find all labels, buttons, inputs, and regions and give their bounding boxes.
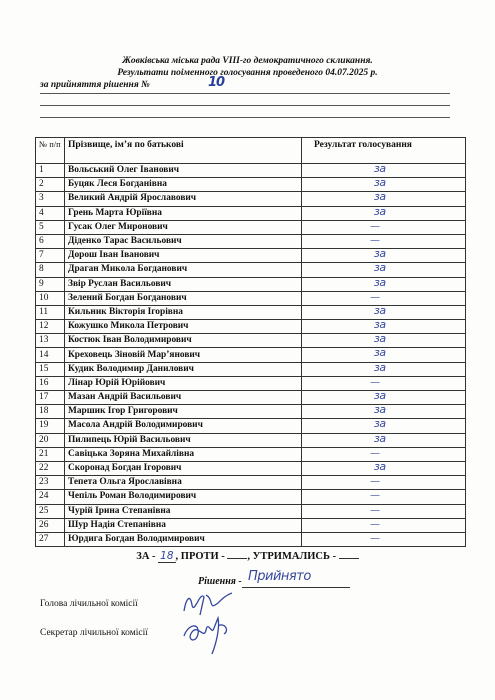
chair-label: Голова лічильної комісії (40, 599, 138, 609)
deputy-name: Скоронад Богдан Ігорович (65, 461, 302, 475)
vote-cell (302, 532, 466, 546)
vote-mark: за (374, 162, 386, 175)
vote-mark: — (370, 234, 380, 246)
decision-line (40, 75, 225, 90)
deputy-name: Мазан Андрій Васильович (65, 391, 302, 405)
deputy-name: Масола Андрій Володимирович (65, 419, 302, 433)
deputy-name: Чурій Ірина Степанівна (65, 504, 302, 518)
vote-mark: за (374, 459, 386, 473)
vote-mark: за (374, 247, 386, 261)
divider-line (40, 93, 450, 94)
table-row (36, 164, 466, 178)
table-row (36, 433, 466, 447)
vote-mark: — (370, 532, 380, 544)
deputy-name: Пилипець Юрій Васильович (65, 433, 302, 447)
row-number: 9 (36, 277, 65, 291)
za-label: ЗА - (136, 551, 156, 562)
table-row (36, 518, 466, 532)
table-row (36, 277, 466, 291)
vote-mark: за (374, 176, 386, 190)
row-number: 1 (36, 164, 65, 178)
vote-mark: за (374, 261, 386, 275)
table-row (36, 490, 466, 504)
deputy-name: Костюк Іван Володимирович (65, 334, 302, 348)
row-number: 10 (36, 291, 65, 305)
secretary-label: Секретар лічильної комісії (40, 628, 148, 638)
vote-cell (302, 277, 466, 291)
table-row (36, 419, 466, 433)
voting-title: Результати поіменного голосування проведеного 04.07.2025 р. (117, 68, 378, 78)
table-row (36, 192, 466, 206)
table-row (36, 348, 466, 362)
row-number: 23 (36, 476, 65, 490)
table-row (36, 291, 466, 305)
decision-number: 10 (208, 75, 225, 90)
decision-prefix: за прийняття рішення № (40, 80, 150, 90)
row-number: 20 (36, 433, 65, 447)
row-number: 16 (36, 376, 65, 390)
row-number: 24 (36, 490, 65, 504)
table-header-row (36, 138, 466, 164)
table-row (36, 263, 466, 277)
table-row (36, 447, 466, 461)
voting-table (35, 137, 466, 547)
table-row (36, 391, 466, 405)
secretary-signature (178, 610, 248, 658)
row-number: 18 (36, 405, 65, 419)
utrymalys-blank (339, 549, 359, 559)
table-row (36, 405, 466, 419)
vote-mark: — (370, 291, 380, 303)
deputy-name: Тепета Ольга Ярославівна (65, 476, 302, 490)
vote-cell (302, 220, 466, 234)
table-row (36, 305, 466, 319)
decision-label: Рішення - (198, 576, 242, 587)
deputy-name: Буцяк Леся Богданівна (65, 178, 302, 192)
deputy-name: Великий Андрій Ярославович (65, 192, 302, 206)
row-number: 22 (36, 461, 65, 475)
table-row (36, 220, 466, 234)
divider-line (40, 117, 450, 118)
vote-cell (302, 362, 466, 376)
council-title: Жовківська міська рада VІІІ-го демократичного скликання. (122, 56, 373, 66)
utrymalys-label: , УТРИМАЛИСЬ - (247, 551, 337, 562)
vote-mark: — (370, 518, 380, 530)
col-name-header: Прізвище, ім’я по батькові (65, 138, 302, 164)
deputy-name: Гусак Олег Миронович (65, 220, 302, 234)
table-row (36, 532, 466, 546)
row-number: 14 (36, 348, 65, 362)
vote-mark: за (374, 204, 386, 218)
vote-mark: за (374, 417, 386, 431)
deputy-name: Звір Руслан Васильович (65, 277, 302, 291)
table-row (36, 362, 466, 376)
vote-summary (0, 549, 495, 562)
deputy-name: Чепіль Роман Володимирович (65, 490, 302, 504)
row-number: 4 (36, 206, 65, 220)
vote-mark: за (374, 332, 386, 346)
decision-value: Прийнято (248, 569, 311, 584)
vote-mark: за (374, 403, 386, 417)
row-number: 17 (36, 391, 65, 405)
deputy-name: Юрдига Богдан Володимирович (65, 532, 302, 546)
row-number: 15 (36, 362, 65, 376)
za-count: 18 (160, 550, 174, 562)
vote-mark: за (374, 303, 386, 317)
deputy-name: Савіцька Зоряна Михайлівна (65, 447, 302, 461)
vote-mark: — (370, 376, 380, 388)
deputy-name: Маршик Ігор Григорович (65, 405, 302, 419)
deputy-name: Вольський Олег Іванович (65, 164, 302, 178)
table-row (36, 504, 466, 518)
vote-mark: за (374, 389, 386, 402)
table-row (36, 320, 466, 334)
deputy-name: Шур Надія Степанівна (65, 518, 302, 532)
deputy-name: Діденко Тарас Васильович (65, 234, 302, 248)
proty-label: , ПРОТИ - (175, 551, 225, 562)
deputy-name: Кожушко Микола Петрович (65, 320, 302, 334)
vote-mark: — (370, 476, 380, 488)
deputy-name: Драган Микола Богданович (65, 263, 302, 277)
row-number: 3 (36, 192, 65, 206)
row-number: 26 (36, 518, 65, 532)
deputy-name: Дорош Іван Іванович (65, 249, 302, 263)
table-row (36, 476, 466, 490)
row-number: 25 (36, 504, 65, 518)
vote-mark: за (374, 346, 386, 360)
vote-mark: — (370, 490, 380, 502)
table-row (36, 234, 466, 248)
decision-underline (242, 587, 350, 588)
deputy-name: Лінар Юрій Юрійович (65, 376, 302, 390)
table-row (36, 178, 466, 192)
table-row (36, 461, 466, 475)
vote-mark: за (374, 360, 386, 374)
vote-cell (302, 504, 466, 518)
table-row (36, 376, 466, 390)
deputy-name: Кильник Вікторія Ігорівна (65, 305, 302, 319)
deputy-name: Кудик Володимир Данилович (65, 362, 302, 376)
row-number: 2 (36, 178, 65, 192)
vote-cell (302, 476, 466, 490)
vote-cell (302, 206, 466, 220)
deputy-name: Зелений Богдан Богданович (65, 291, 302, 305)
row-number: 8 (36, 263, 65, 277)
col-result-header: Результат голосування (302, 138, 466, 164)
vote-mark: — (370, 447, 380, 459)
row-number: 11 (36, 305, 65, 319)
row-number: 27 (36, 532, 65, 546)
row-number: 5 (36, 220, 65, 234)
deputy-name: Креховець Зіновій Мар’янович (65, 348, 302, 362)
table-row (36, 249, 466, 263)
table-row (36, 334, 466, 348)
row-number: 21 (36, 447, 65, 461)
row-number: 7 (36, 249, 65, 263)
vote-mark: за (374, 190, 386, 204)
vote-cell (302, 461, 466, 475)
divider-line (40, 105, 450, 106)
vote-cell (302, 433, 466, 447)
vote-mark: — (370, 220, 380, 232)
vote-mark: за (374, 275, 386, 289)
vote-cell (302, 518, 466, 532)
vote-mark: за (374, 431, 386, 445)
proty-blank (227, 549, 247, 559)
vote-mark: за (374, 318, 386, 332)
table-row (36, 206, 466, 220)
row-number: 19 (36, 419, 65, 433)
vote-cell (302, 490, 466, 504)
row-number: 13 (36, 334, 65, 348)
vote-mark: — (370, 504, 380, 516)
row-number: 6 (36, 234, 65, 248)
deputy-name: Грень Марта Юріївна (65, 206, 302, 220)
row-number: 12 (36, 320, 65, 334)
col-num-header: № п/п (36, 138, 65, 164)
